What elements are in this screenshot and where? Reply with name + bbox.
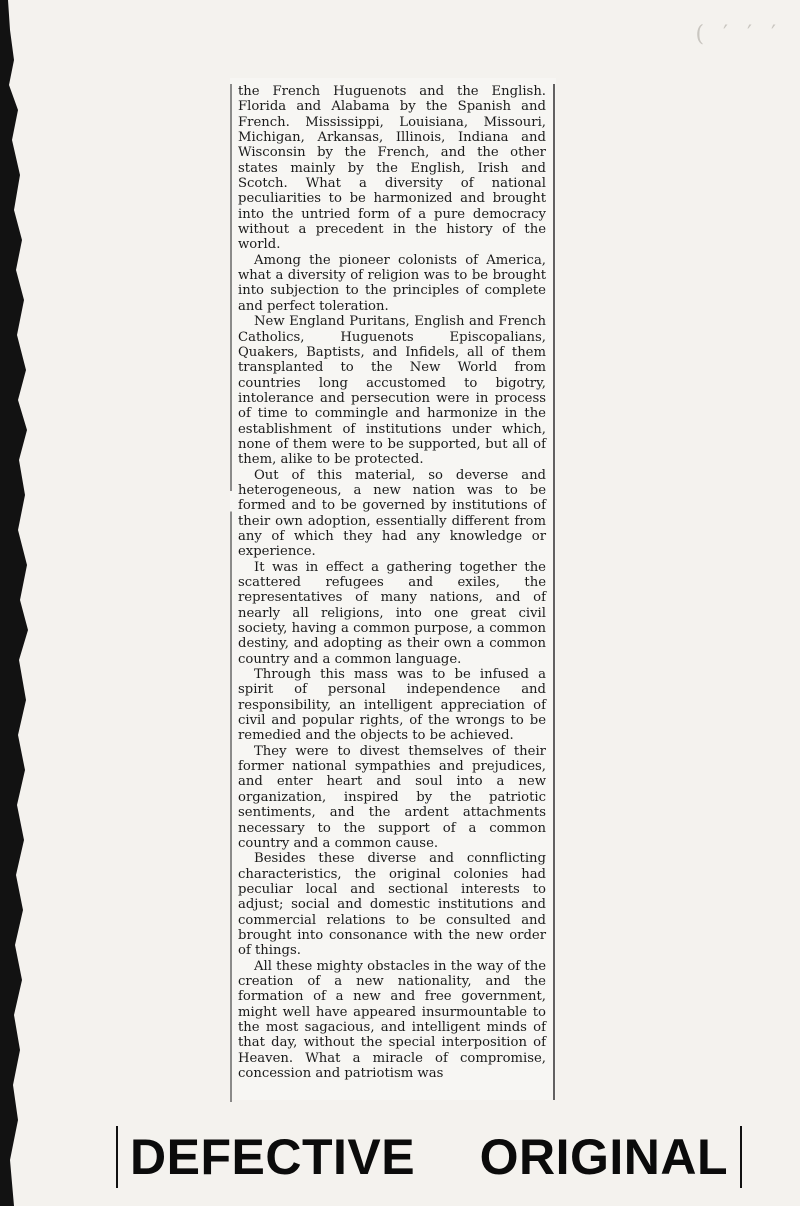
stamp-word-defective: DEFECTIVE bbox=[130, 1129, 416, 1185]
clipping-right-rule bbox=[553, 84, 555, 1100]
paragraph: New England Puritans, English and French Catholics, Huguenots Episcopalians, Quakers, Baptists, and Infidels, all of them transplanted to the New World from countries long accustomed to bigotry, intolerance and persecution were in process of time to commingle and harmonize in the establishment of institutions under which, none of them were to be supported, but all of them, alike to be protected. bbox=[238, 314, 546, 468]
paragraph: Among the pioneer colonists of America, what a diversity of religion was to be brought into subjection to the principles of complete and perfect toleration. bbox=[238, 252, 546, 314]
paragraph: All these mighty obstacles in the way of the creation of a new nationality, and the formation of a new and free government, might well have appeared insurmountable to the most sagacious, and intelligent minds of that day, without the special interposition of Heaven. What a miracle of compromise, concession and patriotism was bbox=[238, 958, 546, 1081]
torn-page-edge bbox=[0, 0, 40, 1206]
clipping-left-rule bbox=[230, 84, 232, 1102]
faint-handwritten-mark: ( ′ ′ ′ bbox=[695, 22, 782, 47]
paragraph: Through this mass was to be infused a spirit of personal independence and responsibility, an intelligent appreciation of civil and popular rights, of the wrongs to be remedied and the objects to be achieved. bbox=[238, 667, 546, 744]
defective-original-stamp bbox=[116, 1126, 742, 1188]
paragraph: It was in effect a gathering together the scattered refugees and exiles, the representatives of many nations, and of nearly all religions, into one great civil society, having a common purpose, a common destiny, and adopting as their own a common country and a common language. bbox=[238, 559, 546, 667]
paragraph: Besides these diverse and connflicting characteristics, the original colonies had peculiar local and sectional interests to adjust; social and domestic institutions and commercial relations to be consulted and brought into consonance with the new order of things. bbox=[238, 851, 546, 959]
paragraph: the French Huguenots and the English. Florida and Alabama by the Spanish and French. Mississippi, Louisiana, Missouri, Michigan, Arkansas, Illinois, Indiana and Wisconsin by the French, and the other states mainly by the English, Irish and Scotch. What a diversity of national peculiarities to be harmonized and brought into the untried form of a pure democracy without a precedent in the history of the world. bbox=[238, 84, 546, 253]
article-text bbox=[238, 84, 546, 1081]
paragraph: Out of this material, so deverse and heterogeneous, a new nation was to be formed and to be governed by institutions of their own adoption, essentially different from any of which they had any knowledge or experience. bbox=[238, 467, 546, 560]
paragraph: They were to divest themselves of their former national sympathies and prejudices, and enter heart and soul into a new organization, inspired by the patriotic sentiments, and the ardent attachments necessary to the support of a common country and a common cause. bbox=[238, 743, 546, 851]
stamp-word-original: ORIGINAL bbox=[479, 1129, 728, 1185]
